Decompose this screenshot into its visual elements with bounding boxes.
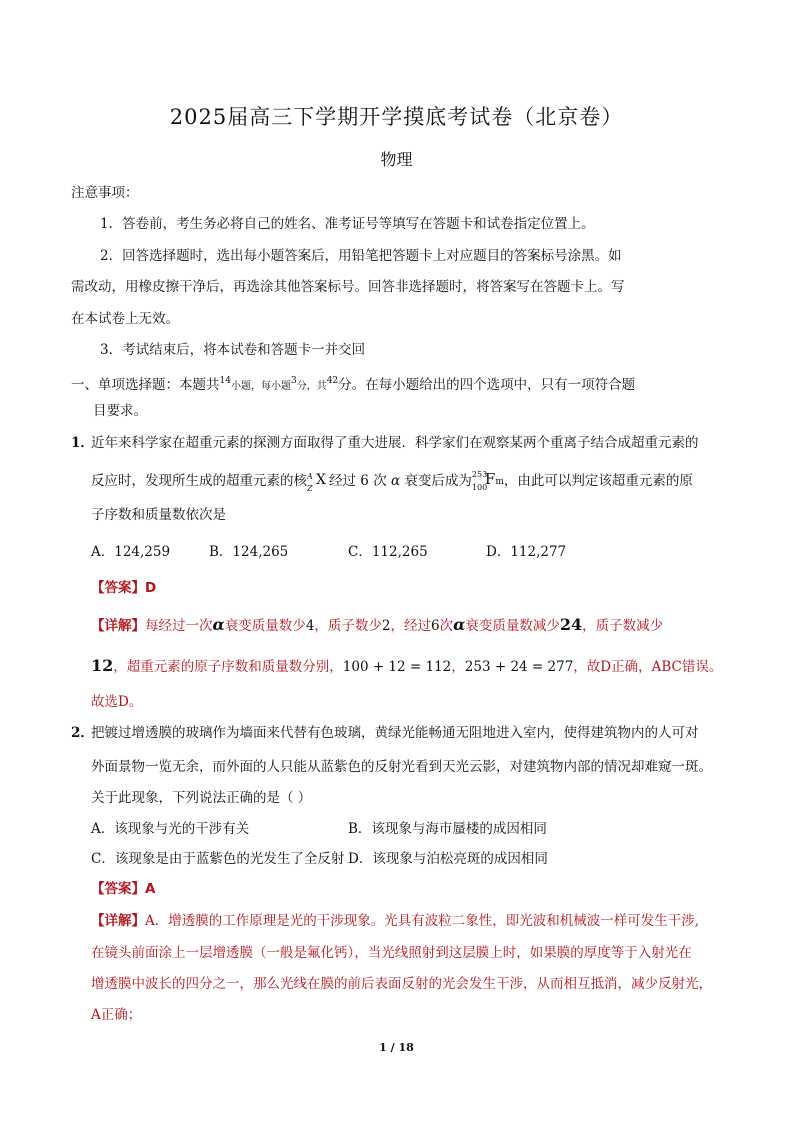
q1-line-2: 反应时，发现所生成的超重元素的核 A Z X 经过 6 次 α 衰变后成为 253 100 Fm ，由此可以判定该超重元素的原 <box>91 470 693 493</box>
q2-line-3: 关于此现象，下列说法正确的是（ ） <box>91 790 312 806</box>
q2-number: 2． <box>71 725 94 741</box>
q1-option-d: D．112,277 <box>486 544 567 560</box>
section-heading-line-2: 目要求。 <box>93 403 147 419</box>
q2-option-a: A．该现象与光的干涉有关 <box>91 821 250 837</box>
q1-detail-line-1: 【详解】每经过一次α衰变质量数少4，质子数少2，经过6次α衰变质量数减少24，质子数减少 <box>91 615 664 634</box>
page-title: 2025届高三下学期开学摸底考试卷（北京卷） <box>169 105 624 129</box>
q2-line-1: 把镀过增透膜的玻璃作为墙面来代替有色玻璃，黄绿光能畅通无阻地进入室内，使得建筑物内的人可对 <box>91 725 699 741</box>
q1-answer: 【答案】D <box>91 580 157 596</box>
subject-title: 物理 <box>380 150 413 169</box>
notice-item-3: 3．考试结束后，将本试卷和答题卡一并交回 <box>100 342 366 358</box>
nuclide-x: A Z X <box>307 472 326 493</box>
q2-answer: 【答案】A <box>91 881 156 897</box>
q1-option-c: C．112,265 <box>348 544 428 560</box>
notice-item-2-line-2: 需改动，用橡皮擦干净后，再选涂其他答案标号。回答非选择题时，将答案写在答题卡上。写 <box>71 279 625 295</box>
points-total: 42 <box>326 376 339 386</box>
q2-detail-line-4: A正确； <box>91 1007 142 1023</box>
question-count: 14 <box>219 376 231 386</box>
q1-number: 1． <box>71 435 94 451</box>
q1-option-b: B．124,265 <box>209 544 289 560</box>
nuclide-fm: 253 100 Fm <box>471 470 504 492</box>
notice-item-1: 1．答卷前，考生务必将自己的姓名、准考证号等填写在答题卡和试卷指定位置上。 <box>100 216 595 232</box>
q2-option-b: B．该现象与海市蜃楼的成因相同 <box>348 821 547 837</box>
q2-line-2: 外面景物一览无余，而外面的人只能从蓝紫色的反射光看到天光云影，对建筑物内部的情况却难窥一斑。 <box>91 759 712 775</box>
q2-option-c: C．该现象是由于蓝紫色的光发生了全反射 <box>91 851 345 867</box>
q1-line-3: 子序数和质量数依次是 <box>91 507 226 523</box>
q2-detail-line-1: 【详解】A．增透膜的工作原理是光的干涉现象。光具有波粒二象性，即光波和机械波一样可发生干涉, <box>91 913 700 929</box>
q1-line-1: 近年来科学家在超重元素的探测方面取得了重大进展．科学家们在观察某两个重离子结合成超重元素的 <box>91 435 699 451</box>
page-number: 1 / 18 <box>379 1041 414 1054</box>
q1-option-a: A．124,259 <box>91 544 171 560</box>
notice-heading: 注意事项： <box>71 185 139 201</box>
notice-item-2-line-3: 在本试卷上无效。 <box>71 311 179 327</box>
q2-detail-line-2: 在镜头前面涂上一层增透膜（一般是氟化钙），当光线照射到这层膜上时，如果膜的厚度等于入射光在 <box>91 945 692 961</box>
q1-detail-line-3: 故选D。 <box>91 694 143 710</box>
q1-detail-line-2: 12，超重元素的原子序数和质量数分别，100 + 12 = 112，253 + 24 = 277，故D正确，ABC错误。 <box>91 656 723 675</box>
q2-detail-line-3: 增透膜中波长的四分之一，那么光线在膜的前后表面反射的光会发生干涉，从而相互抵消，减少反射光， <box>91 976 712 992</box>
section-heading: 一、单项选择题：本题共$^{14}$小题，每小题$^3$分，共$^{42}$分。在每小题给出的四个选项中，只有一项符合题 <box>71 376 636 393</box>
notice-item-2-line-1: 2．回答选择题时，选出每小题答案后，用铅笔把答题卡上对应题目的答案标号涂黑。如 <box>100 248 622 264</box>
q2-option-d: D．该现象与泊松亮斑的成因相同 <box>348 851 548 867</box>
points-each: 3 <box>290 376 297 386</box>
